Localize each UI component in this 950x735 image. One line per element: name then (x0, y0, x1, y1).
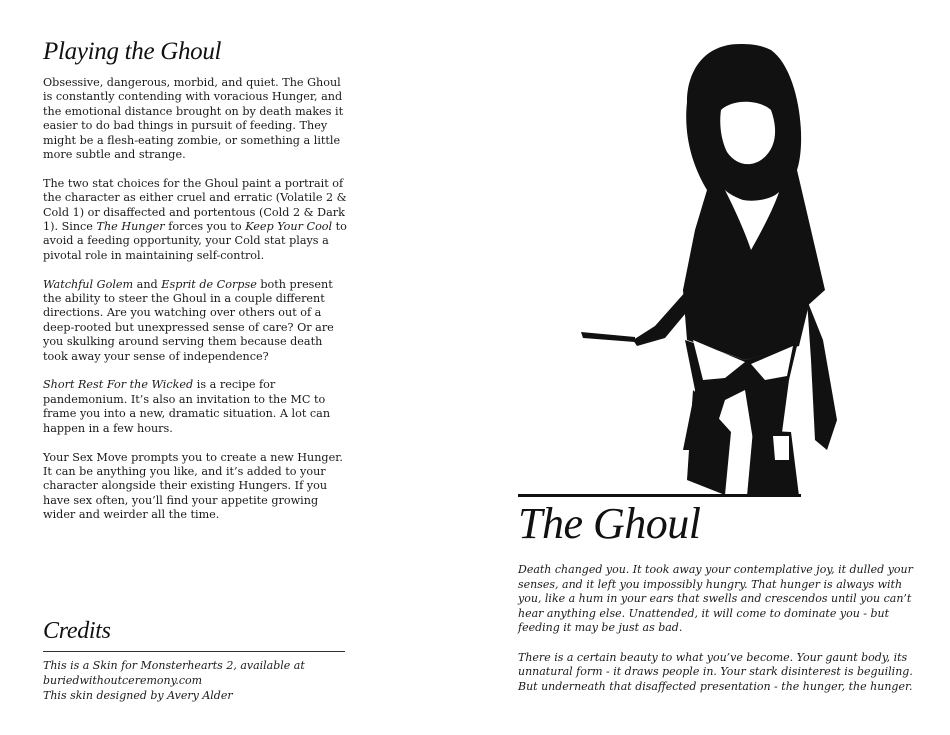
move-name-keep-your-cool: Keep Your Cool (245, 220, 333, 234)
paragraph-short-rest (43, 378, 348, 436)
credits-line-source: This is a Skin for Monsterhearts 2, available at buriedwithoutceremony.com (43, 659, 305, 687)
text-span: forces you to (164, 220, 246, 234)
intro-paragraph-1: Death changed you. It took away your contemplative joy, it dulled your senses, and it left you impossibly hungry. That hunger is always with you, like a hum in your ears that swells and crescendos until you can’t hear anything else. Unattended, it will come to dominate you - but feeding it may be just as bad. (518, 563, 913, 635)
paragraph-moves (43, 278, 348, 364)
credits-heading: Credits (43, 618, 111, 644)
text-span: to avoid a feeding opportunity, your Cold stat plays a pivotal role in maintaining self-control. (43, 220, 347, 262)
intro-paragraph-2: There is a certain beauty to what you’ve become. Your gaunt body, its unnatural form - it draws people in. Your stark disinterest is beguiling. But underneath that disaffected presentation - the hunger, the hunger. (518, 650, 913, 693)
page-title: The Ghoul (518, 499, 701, 548)
credits-line-designer: This skin designed by Avery Alder (43, 689, 233, 702)
playing-the-ghoul-section (43, 38, 348, 537)
credits-section (43, 618, 345, 703)
section-heading: Playing the Ghoul (43, 38, 222, 65)
text-span: is a recipe for pandemonium. It’s also an invitation to the MC to frame you into a new, dramatic situation. A lot can happen in a few hours. (43, 378, 331, 435)
paragraph-intro: Obsessive, dangerous, morbid, and quiet. The Ghoul is constantly contending with voracious Hunger, and the emotional distance brought on by death makes it easier to do bad things in pursuit of feeding. They might be a flesh-eating zombie, or something a little more subtle and strange. (43, 76, 344, 162)
move-name-short-rest: Short Rest For the Wicked (43, 378, 194, 392)
credits-divider (43, 651, 345, 652)
move-name-the-hunger: The Hunger (96, 220, 165, 234)
text-span: both present the ability to steer the Ghoul in a couple different directions. Are you watching over others out of a deep-rooted but unexpressed sense of care? Or are you skulking around serving them because death took away your sense of independence? (43, 277, 334, 363)
paragraph-stats (43, 177, 348, 263)
ghoul-illustration (575, 40, 855, 500)
title-rule (518, 494, 801, 497)
move-name-watchful-golem: Watchful Golem (43, 277, 134, 291)
text-span: The two stat choices for the Ghoul paint a portrait of the character as either cruel and erratic (Volatile 2 & Cold 1) or disaffected and portentous (Cold 2 & Dark 1). Since (43, 176, 347, 234)
paragraph-sex-move: Your Sex Move prompts you to create a new Hunger. It can be anything you like, and it’s added to your character alongside their existing Hungers. If you have sex often, you’ll find your appetite growing wider and weirder all the time. (43, 450, 343, 522)
move-name-esprit-de-corpse: Esprit de Corpse (161, 277, 257, 291)
text-span: and (133, 277, 162, 291)
intro-text (518, 563, 913, 709)
